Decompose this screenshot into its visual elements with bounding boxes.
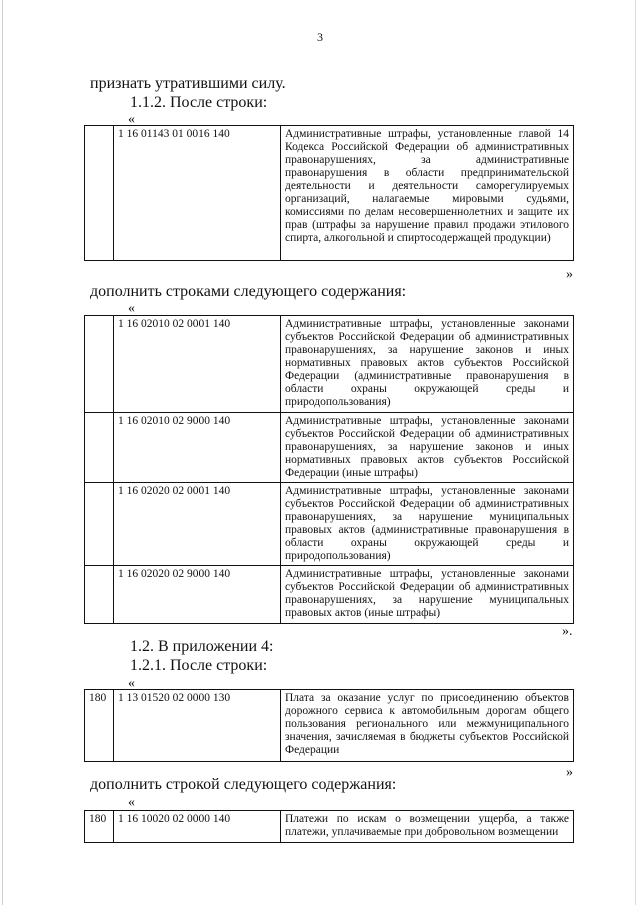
row-number: 180 — [85, 811, 114, 843]
add-rows-text: дополнить строками следующего содержания: — [90, 283, 407, 300]
row-number — [85, 566, 114, 624]
table-row — [85, 413, 574, 483]
item-1-1-2: 1.1.2. После строки: — [130, 94, 268, 111]
row-description: Административные штрафы, установленные главой 14 Кодекса Российской Федерации об административных правонарушениях, за административные правонарушения в области предпринимательской деятельности и деятельности саморегулируемых организаций, налагаемые мировыми судьями, комиссиями по делам несовершеннолетних и защите их прав (штрафы за нарушение правил продажи этилового спирта, алкогольной и спиртосодержащей продукции) — [281, 126, 574, 261]
close-quote: » — [566, 267, 573, 282]
row-code: 1 16 02010 02 9000 140 — [114, 413, 281, 483]
row-code: 1 16 01143 01 0016 140 — [114, 126, 281, 261]
intro-text: признать утратившими силу. — [90, 75, 286, 92]
scan-edge-left — [2, 0, 3, 905]
row-number — [85, 316, 114, 413]
row-number — [85, 483, 114, 566]
table-row — [85, 811, 574, 843]
item-1-2: 1.2. В приложении 4: — [130, 638, 274, 655]
close-quote: » — [566, 765, 573, 780]
row-description: Административные штрафы, установленные законами субъектов Российской Федерации об административных правонарушениях, за нарушение муниципальных правовых актов (иные штрафы) — [281, 566, 574, 624]
row-code: 1 16 02010 02 0001 140 — [114, 316, 281, 413]
add-row-text: дополнить строкой следующего содержания: — [90, 776, 397, 793]
row-description: Административные штрафы, установленные законами субъектов Российской Федерации об административных правонарушениях, за нарушение законов и иных нормативных правовых актов субъектов Российской Федерации (иные штрафы) — [281, 413, 574, 483]
table-new-rows — [84, 315, 574, 624]
item-1-2-1: 1.2.1. После строки: — [130, 657, 268, 674]
row-code: 1 16 02020 02 0001 140 — [114, 483, 281, 566]
table-row — [85, 316, 574, 413]
scan-edge-right — [635, 0, 636, 905]
row-number — [85, 413, 114, 483]
open-quote: « — [128, 112, 135, 127]
page-number: 3 — [317, 30, 323, 44]
open-quote: « — [128, 676, 135, 691]
open-quote: « — [128, 795, 135, 810]
row-code: 1 13 01520 02 0000 130 — [114, 690, 281, 762]
table-row — [85, 690, 574, 762]
row-description: Административные штрафы, установленные законами субъектов Российской Федерации об административных правонарушениях, за нарушение муниципальных правовых актов (административные правонарушения в области охраны окружающей среды и природопользования) — [281, 483, 574, 566]
table-old-row-1 — [84, 125, 574, 261]
row-number: 180 — [85, 690, 114, 762]
table-app4-new-row — [84, 810, 574, 843]
row-code: 1 16 02020 02 9000 140 — [114, 566, 281, 624]
table-row — [85, 566, 574, 624]
table-app4-old-row — [84, 689, 574, 762]
row-description: Плата за оказание услуг по присоединению объектов дорожного сервиса к автомобильным дорогам общего пользования регионального или межмуниципального значения, зачисляемая в бюджеты субъектов Российской Федерации — [281, 690, 574, 762]
row-description: Платежи по искам о возмещении ущерба, а также платежи, уплачиваемые при добровольном возмещении — [281, 811, 574, 843]
open-quote: « — [128, 301, 135, 316]
table-row — [85, 483, 574, 566]
table-row — [85, 126, 574, 261]
row-code: 1 16 10020 02 0000 140 — [114, 811, 281, 843]
close-quote-period: ». — [562, 624, 573, 639]
row-number — [85, 126, 114, 261]
row-description: Административные штрафы, установленные законами субъектов Российской Федерации об административных правонарушениях, за нарушение законов и иных нормативных правовых актов субъектов Российской Федерации (административные правонарушения в области охраны окружающей среды и природопользования) — [281, 316, 574, 413]
